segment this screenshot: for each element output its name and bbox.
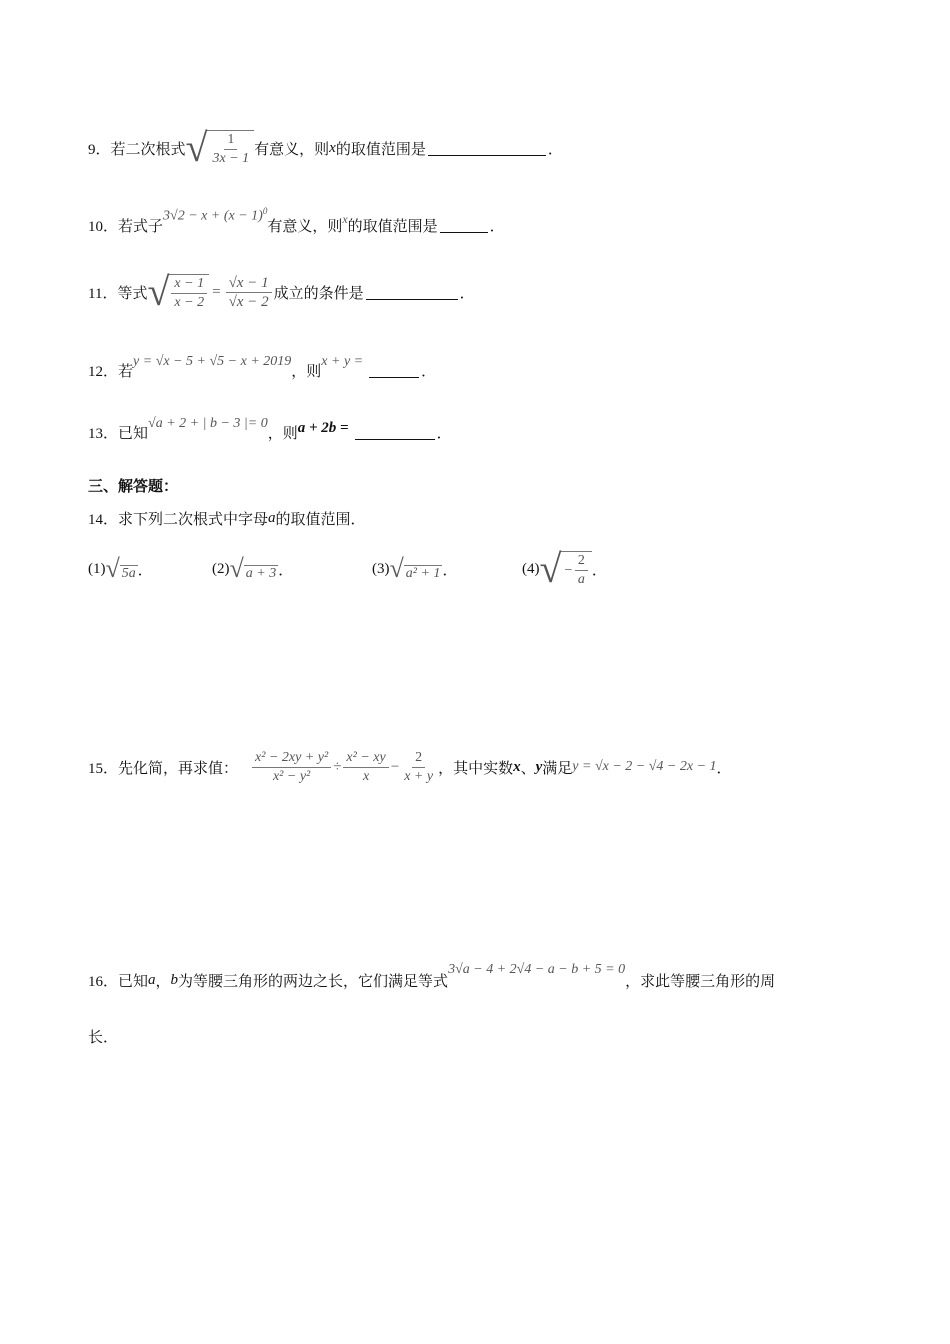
q9-blank[interactable] — [428, 141, 546, 156]
q16-vb: b — [170, 971, 179, 988]
q10-var: x — [342, 211, 348, 226]
q11-lhs-den: x − 2 — [174, 295, 205, 310]
q14-part-1: (1) √ 5a ． — [88, 554, 153, 583]
q15-number: 15． — [88, 760, 119, 777]
q16-prefix: 已知 — [118, 971, 149, 990]
q15-f3-num: 2 — [412, 749, 425, 768]
q14-p2-expr: a + 3 — [245, 566, 277, 581]
q14-p4-num: 2 — [575, 552, 588, 571]
q9-frac-num: 1 — [224, 131, 237, 150]
q11-lhs-radical: √ $\frac{x - 1}{x - 2}$ — [147, 272, 209, 312]
q14-text: 求下列二次根式中字母 — [118, 509, 269, 528]
q15-f1-num: x² − 2xy + y² — [252, 749, 331, 768]
q15-f2-num: x² − xy — [343, 749, 388, 768]
q15-f2-den: x — [362, 768, 370, 784]
q11-number: 11． — [88, 285, 118, 302]
q15-f3-den: x + y — [404, 768, 434, 784]
q11-prefix: 等式 — [117, 283, 148, 302]
q14-part-2: (2) √ a + 3 ． — [212, 554, 294, 583]
q12-number: 12． — [88, 363, 119, 380]
q15-mid: ，其中实数 — [438, 758, 514, 777]
q14-p4-end: ． — [591, 560, 607, 579]
q14-part-4: (4) √ − $\frac{2}{a}$ ． — [522, 546, 607, 591]
q16-comma: ， — [155, 971, 171, 990]
q9-post: 的取值范围是 — [335, 139, 426, 158]
q14-p2-end: ． — [278, 560, 294, 579]
q10-exp: 0 — [262, 205, 268, 216]
q16-line2: 长． — [88, 1027, 119, 1046]
q10-prefix: 若式子 — [118, 216, 164, 235]
question-10 — [88, 200, 505, 250]
question-9 — [88, 118, 563, 178]
question-13 — [88, 412, 452, 452]
q14-p3-end: ． — [442, 560, 458, 579]
q14-number: 14． — [88, 511, 119, 528]
q13-expr: √a + 2 + | b − 3 |= 0 — [148, 416, 268, 431]
q15-post: 满足 — [542, 758, 573, 777]
q15-vy: y — [535, 758, 543, 775]
q16-expr: 3√a − 4 + 2√4 − a − b + 5 = 0 — [448, 962, 626, 977]
q14-p3-expr: a² + 1 — [405, 566, 441, 581]
q11-rhs — [226, 274, 272, 311]
q11-end: ． — [459, 283, 475, 302]
q11-post: 成立的条件是 — [273, 283, 364, 302]
question-14 — [88, 506, 366, 530]
q9-var: x — [329, 139, 336, 156]
q15-sep: 、 — [520, 758, 536, 777]
q13-expr2: a + 2b = — [297, 419, 349, 436]
q14-p1-label: (1) — [88, 560, 106, 577]
q13-end: ． — [436, 423, 452, 442]
q12-blank[interactable] — [369, 363, 419, 378]
q10-expr: 3√2 − x + (x − 1) — [163, 208, 263, 224]
q10-post: 的取值范围是 — [347, 216, 438, 235]
q14-var: a — [268, 509, 276, 526]
q12-prefix: 若 — [118, 361, 134, 380]
q14-post: 的取值范围． — [275, 509, 366, 528]
q13-prefix: 已知 — [118, 423, 149, 442]
q9-radical: √ $\frac{1}{3x - 1}$ — [186, 128, 255, 168]
q11-blank[interactable] — [366, 285, 458, 300]
q14-p2-label: (2) — [212, 560, 230, 577]
q14-p1-expr: 5a — [121, 566, 136, 581]
q16-va: a — [148, 971, 156, 988]
q14-p1-end: ． — [137, 560, 153, 579]
q10-blank[interactable] — [440, 218, 488, 233]
question-12 — [88, 350, 436, 390]
q15-cond: y = √x − 2 − √4 − 2x − 1 — [572, 759, 717, 774]
q15-f1-den: x² − y² — [272, 768, 311, 784]
q12-mid: ，则 — [291, 361, 322, 380]
q11-rhs-den: √x − 2 — [228, 293, 269, 310]
q9-number: 9． — [88, 141, 111, 158]
q16-mid: 为等腰三角形的两边之长，它们满足等式 — [178, 971, 449, 990]
q15-vx: x — [513, 758, 521, 775]
q14-p4-den: a — [577, 572, 585, 587]
q9-prefix: 若二次根式 — [110, 139, 186, 158]
q15-prefix: 先化简，再求值： — [118, 758, 239, 777]
q14-p4-label: (4) — [522, 560, 540, 577]
q15-end: ． — [716, 758, 732, 777]
q11-lhs-num: x − 1 — [171, 275, 207, 294]
q9-end: ． — [547, 139, 563, 158]
q13-blank[interactable] — [355, 425, 435, 440]
q12-expr: y = √x − 5 + √5 − x + 2019 — [133, 354, 292, 369]
question-16 — [88, 958, 775, 1002]
q13-mid: ，则 — [267, 423, 298, 442]
q10-end: ． — [489, 216, 505, 235]
section-title: 三、解答题： — [88, 476, 179, 495]
question-15 — [88, 732, 732, 802]
q15-div: ÷ — [333, 758, 342, 775]
q14-part-3: (3) √ a² + 1 ． — [372, 554, 458, 583]
q13-number: 13． — [88, 425, 119, 442]
q12-end: ． — [421, 361, 437, 380]
question-11: 11． 等式 √ $\frac{x - 1}{x - 2}$ = $\frac{√x - 1}{√x - 2}$ 成立的条件是 ． — [88, 269, 475, 314]
q9-mid: 有意义，则 — [254, 139, 330, 158]
q9-frac-den: 3x − 1 — [212, 151, 250, 166]
q10-number: 10． — [88, 218, 119, 235]
q14-p3-label: (3) — [372, 560, 390, 577]
q14-p4-neg: − — [563, 562, 573, 578]
q15-minus: − — [390, 758, 400, 775]
q16-post: ，求此等腰三角形的周 — [625, 971, 776, 990]
q16-number: 16． — [88, 973, 119, 990]
q12-expr2: x + y = — [321, 354, 364, 369]
q11-rhs-num: √x − 1 — [226, 274, 272, 293]
q10-mid: 有意义，则 — [267, 216, 343, 235]
